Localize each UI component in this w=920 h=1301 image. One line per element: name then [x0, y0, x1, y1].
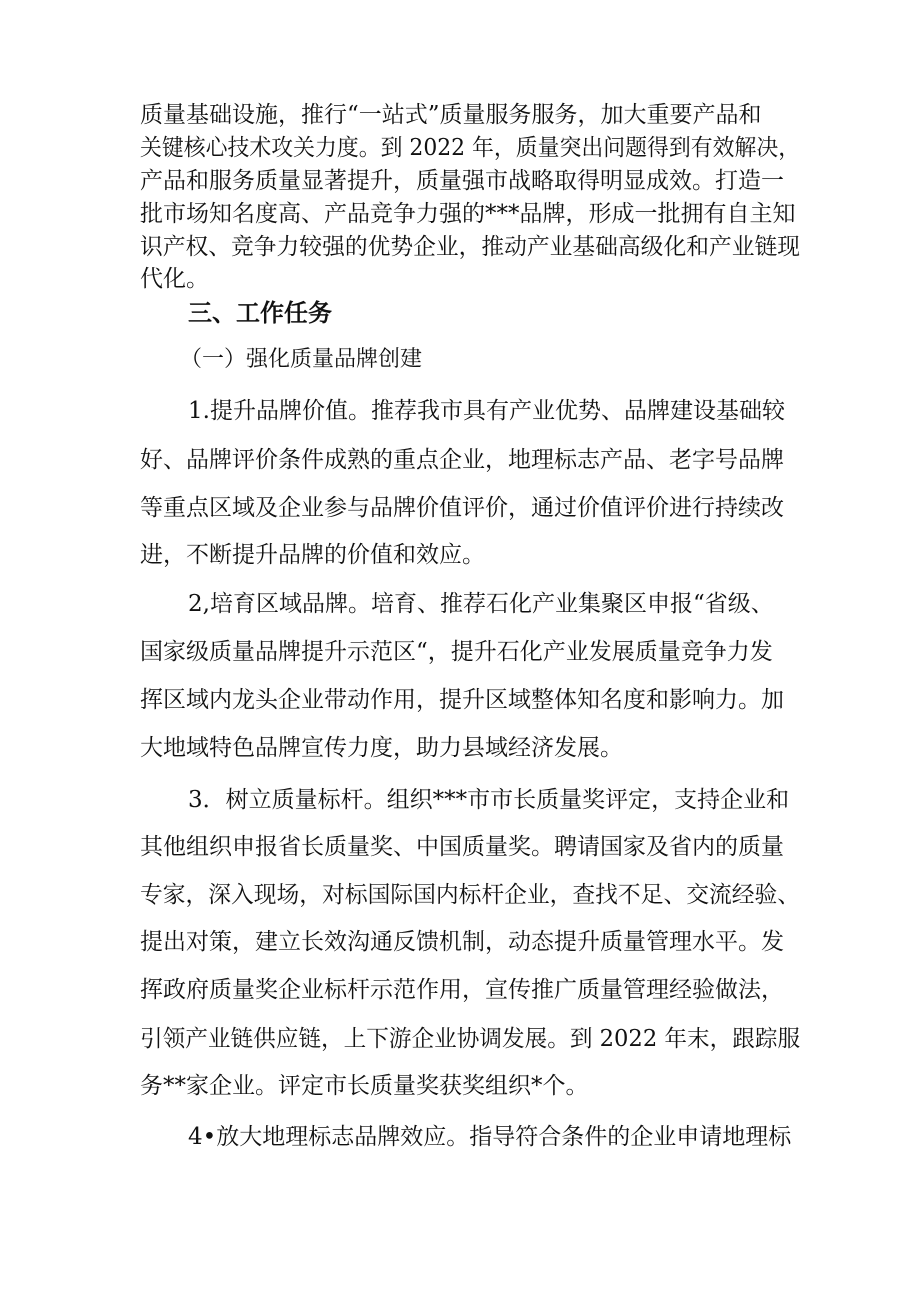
- item3-line-2: 其他组织申报省长质量奖、中国质量奖。聘请国家及省内的质量: [140, 834, 784, 860]
- item1-line-3: 等重点区域及企业参与品牌价值评价，通过价值评价进行持续改: [140, 495, 784, 521]
- intro-line-4: 批市场知名度高、产品竞争力强的***品牌，形成一批拥有自主知: [140, 201, 796, 227]
- item3-line-7: 务**家企业。评定市长质量奖获奖组织*个。: [140, 1073, 589, 1099]
- item3-line-4: 提出对策，建立长效沟通反馈机制，动态提升质量管理水平。发: [140, 929, 784, 955]
- intro-line-6: 代化。: [140, 266, 209, 292]
- intro-line-3: 产品和服务质量显著提升，质量强市战略取得明显成效。打造一: [140, 168, 784, 194]
- item3-line-3: 专家，深入现场，对标国际国内标杆企业，查找不足、交流经验、: [140, 882, 800, 908]
- item2-line-3: 挥区域内龙头企业带动作用，提升区域整体知名度和影响力。加: [140, 687, 784, 713]
- item3-line-5: 挥政府质量奖企业标杆示范作用，宣传推广质量管理经验做法，: [140, 977, 784, 1003]
- item2-line-1: 2,培育区域品牌。培育、推荐石化产业集聚区申报“省级、: [188, 591, 774, 617]
- item4-line-1: 4•放大地理标志品牌效应。指导符合条件的企业申请地理标: [188, 1124, 792, 1150]
- item1-line-2: 好、品牌评价条件成熟的重点企业，地理标志产品、老字号品牌: [140, 447, 784, 473]
- item3-line-6: 引领产业链供应链，上下游企业协调发展。到 2022 年末，跟踪服: [140, 1026, 801, 1052]
- item2-line-2: 国家级质量品牌提升示范区“，提升石化产业发展质量竞争力发: [140, 639, 773, 665]
- intro-line-2: 关键核心技术攻关力度。到 2022 年，质量突出问题得到有效解决，: [140, 135, 801, 161]
- item1-line-4: 进，不断提升品牌的价值和效应。: [140, 542, 485, 568]
- item3-line-1: 3．树立质量标杆。组织***市市长质量奖评定，支持企业和: [188, 787, 790, 813]
- intro-line-1: 质量基础设施，推行“一站式”质量服务服务，加大重要产品和: [140, 102, 762, 128]
- item2-line-4: 大地域特色品牌宣传力度，助力县域经济发展。: [140, 735, 623, 761]
- section-heading: 三、工作任务: [188, 299, 332, 327]
- item1-line-1: 1.提升品牌价值。推荐我市具有产业优势、品牌建设基础较: [188, 398, 785, 424]
- subsection-heading: （一）强化质量品牌创建: [180, 347, 423, 372]
- intro-line-5: 识产权、竞争力较强的优势企业，推动产业基础高级化和产业链现: [140, 234, 800, 260]
